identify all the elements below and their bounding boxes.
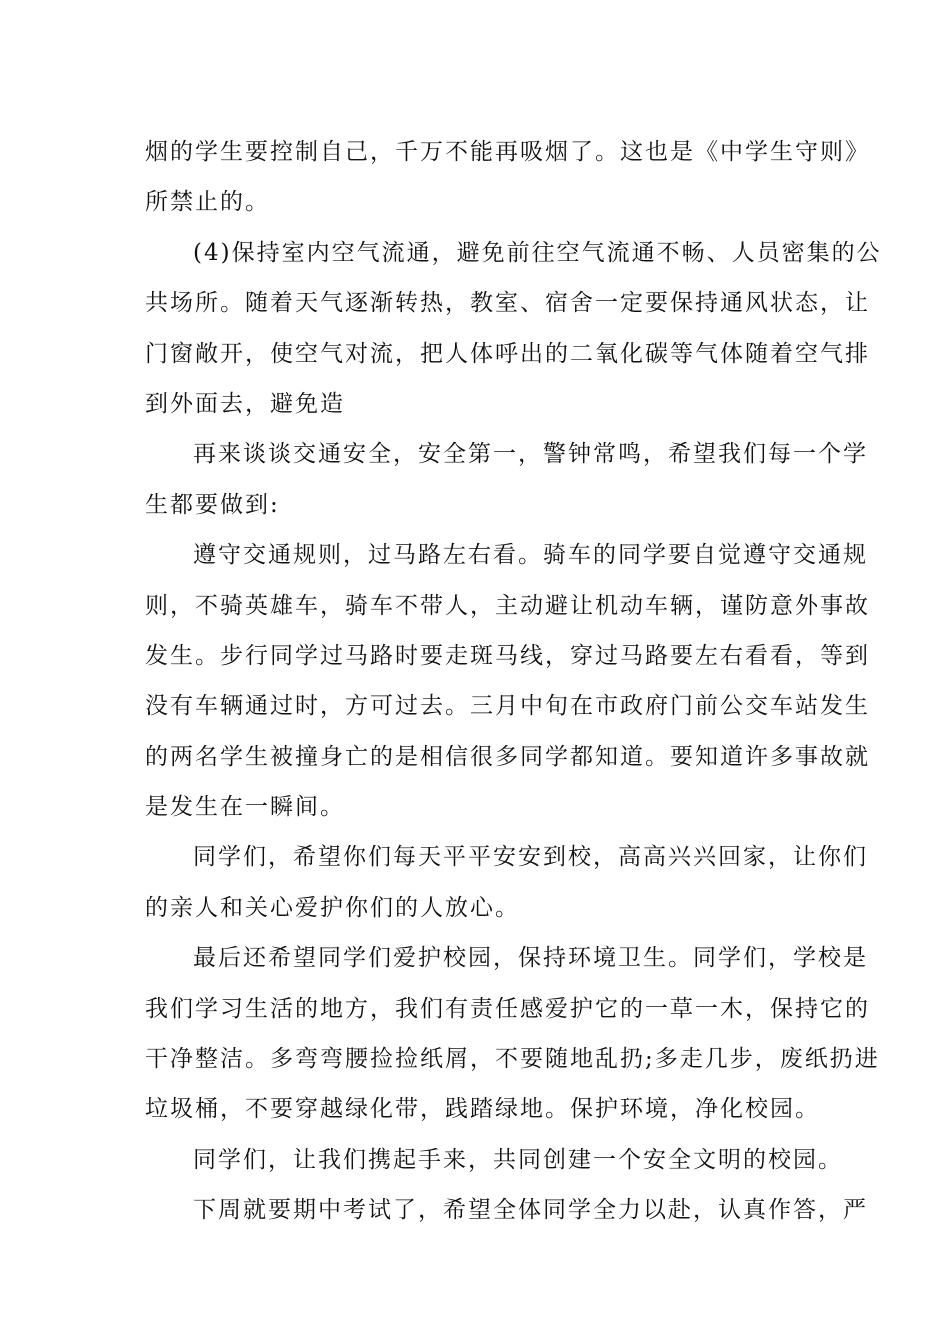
text-line: 垃圾桶，不要穿越绿化带，践踏绿地。保护环境，净化校园。	[145, 1096, 820, 1123]
text-line: 是发生在一瞬间。	[145, 794, 345, 821]
text-line: 门窗敞开，使空气对流，把人体呼出的二氧化碳等气体随着空气排	[145, 340, 870, 367]
text-line: 到外面去，避免造	[145, 390, 345, 417]
text-line: 再来谈谈交通安全，安全第一，警钟常鸣，希望我们每一个学	[193, 441, 868, 468]
text-line: 则，不骑英雄车，骑车不带人，主动避让机动车辆，谨防意外事故	[145, 592, 870, 619]
text-line: 同学们，让我们携起手来，共同创建一个安全文明的校园。	[193, 1146, 843, 1173]
text-line: 没有车辆通过时，方可过去。三月中旬在市政府门前公交车站发生	[145, 693, 870, 720]
text-line: 烟的学生要控制自己，千万不能再吸烟了。这也是《中学生守则》	[145, 139, 870, 165]
text-line: 发生。步行同学过马路时要走斑马线，穿过马路要左右看看，等到	[145, 642, 870, 669]
text-line: 干净整洁。多弯弯腰捡捡纸屑，不要随地乱扔;多走几步，废纸扔进	[145, 1046, 880, 1073]
body-text	[145, 127, 882, 1236]
text-line: 遵守交通规则，过马路左右看。骑车的同学要自觉遵守交通规	[193, 542, 868, 569]
text-line: 最后还希望同学们爱护校园，保持环境卫生。同学们，学校是	[193, 945, 868, 972]
text-line: 我们学习生活的地方，我们有责任感爱护它的一草一木，保持它的	[145, 995, 870, 1022]
text-line: 生都要做到:	[145, 491, 280, 518]
text-line: 的两名学生被撞身亡的是相信很多同学都知道。要知道许多事故就	[145, 743, 870, 770]
text-line: (4)保持室内空气流通，避免前往空气流通不畅、人员密集的公	[193, 239, 882, 266]
text-line: 同学们，希望你们每天平平安安到校，高高兴兴回家，让你们	[193, 844, 868, 871]
text-line: 的亲人和关心爱护你们的人放心。	[145, 894, 520, 921]
text-line: 共场所。随着天气逐渐转热，教室、宿舍一定要保持通风状态，让	[145, 290, 870, 317]
text-line: 下周就要期中考试了，希望全体同学全力以赴，认真作答，严	[193, 1197, 868, 1224]
text-line: 所禁止的。	[145, 189, 270, 216]
